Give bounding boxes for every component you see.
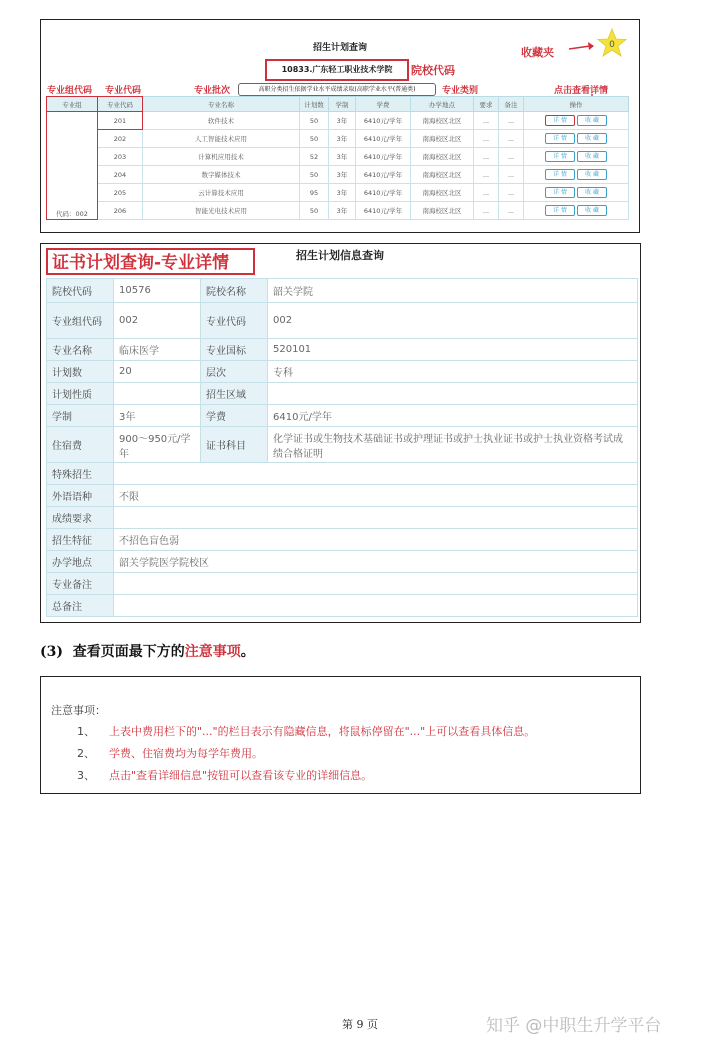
detail-row — [47, 383, 638, 405]
detail-label: 专业名称 — [47, 339, 114, 361]
detail-label: 特殊招生 — [47, 463, 114, 485]
detail-value: 002 — [268, 303, 638, 339]
site-cell: 南海校区北区 — [411, 112, 474, 130]
page-number: 第 9 页 — [342, 1018, 378, 1031]
note-text: 上表中费用栏下的"..."的栏目表示有隐藏信息，将鼠标停留在"..."上可以查看具体信息。 — [109, 725, 536, 738]
col-header: 学制 — [329, 97, 356, 112]
detail-label: 总备注 — [47, 595, 114, 617]
note-number: 3、 — [77, 769, 95, 782]
detail-value — [114, 595, 638, 617]
table-row — [47, 202, 629, 220]
detail-button[interactable]: 详 情 — [545, 205, 575, 216]
detail-value — [114, 573, 638, 595]
req-cell[interactable]: ... — [474, 202, 499, 220]
table-row — [47, 112, 629, 130]
col-header: 专业组 — [47, 97, 98, 112]
detail-value — [268, 383, 638, 405]
years-cell: 3年 — [329, 184, 356, 202]
detail-row — [47, 427, 638, 463]
favorites-count: 0 — [609, 40, 615, 50]
major-name-cell: 数字媒体技术 — [143, 166, 300, 184]
req-cell[interactable]: ... — [474, 148, 499, 166]
step-number: (3) — [40, 644, 63, 660]
note-number: 1、 — [77, 725, 95, 738]
detail-row — [47, 507, 638, 529]
fee-cell: 6410元/学年 — [356, 112, 411, 130]
plan-query-title: 招生计划查询 — [312, 43, 367, 53]
fee-cell: 6410元/学年 — [356, 130, 411, 148]
note-cell[interactable]: ... — [499, 184, 524, 202]
major-name-cell: 计算机应用技术 — [143, 148, 300, 166]
note-text: 学费、住宿费均为每学年费用。 — [109, 747, 263, 760]
detail-value — [114, 383, 201, 405]
table-row — [47, 184, 629, 202]
school-code-annotation: 院校代码 — [411, 64, 455, 77]
major-name-cell: 智能光电技术应用 — [143, 202, 300, 220]
detail-button[interactable]: 详 情 — [545, 187, 575, 198]
favorites-star-icon[interactable] — [597, 28, 627, 58]
action-cell — [524, 202, 629, 220]
note-cell[interactable]: ... — [499, 202, 524, 220]
req-cell[interactable]: ... — [474, 166, 499, 184]
detail-button[interactable]: 详 情 — [545, 151, 575, 162]
step-3-heading — [40, 641, 255, 661]
site-cell: 南海校区北区 — [411, 202, 474, 220]
detail-label: 专业组代码 — [47, 303, 114, 339]
detail-value: 520101 — [268, 339, 638, 361]
note-cell[interactable]: ... — [499, 130, 524, 148]
detail-value: 900～950元/学年 — [114, 427, 201, 463]
major-detail-screenshot — [40, 243, 641, 623]
col-header: 操作 — [524, 97, 629, 112]
detail-label: 住宿费 — [47, 427, 114, 463]
detail-label: 专业国标 — [201, 339, 268, 361]
plan-table-header — [47, 97, 629, 112]
favorite-button[interactable]: 收 藏 — [577, 133, 607, 144]
plan-cell: 50 — [300, 166, 329, 184]
major-code-cell: 203 — [98, 148, 143, 166]
detail-label: 层次 — [201, 361, 268, 383]
note-cell[interactable]: ... — [499, 148, 524, 166]
req-cell[interactable]: ... — [474, 130, 499, 148]
detail-label: 计划数 — [47, 361, 114, 383]
watermark: 知乎 @中职生升学平台 — [486, 1016, 662, 1036]
site-cell: 南海校区北区 — [411, 130, 474, 148]
col-header: 专业名称 — [143, 97, 300, 112]
detail-value: 20 — [114, 361, 201, 383]
action-cell — [524, 148, 629, 166]
detail-label: 专业备注 — [47, 573, 114, 595]
detail-button[interactable]: 详 情 — [545, 133, 575, 144]
years-cell: 3年 — [329, 166, 356, 184]
detail-label: 成绩要求 — [47, 507, 114, 529]
detail-value: 韶关学院医学院校区 — [114, 551, 638, 573]
col-header: 办学地点 — [411, 97, 474, 112]
major-code-cell: 201 — [98, 112, 143, 130]
fee-cell: 6410元/学年 — [356, 148, 411, 166]
detail-row — [47, 551, 638, 573]
action-cell — [524, 112, 629, 130]
detail-value: 不招色盲色弱 — [114, 529, 638, 551]
favorite-button[interactable]: 收 藏 — [577, 169, 607, 180]
favorite-button[interactable]: 收 藏 — [577, 205, 607, 216]
col-header: 计划数 — [300, 97, 329, 112]
detail-row — [47, 463, 638, 485]
table-row — [47, 166, 629, 184]
note-item — [77, 767, 372, 783]
plan-cell: 95 — [300, 184, 329, 202]
detail-title: 招生计划信息查询 — [296, 249, 384, 262]
step-text: 查看页面最下方的 — [72, 644, 185, 660]
col-header: 备注 — [499, 97, 524, 112]
major-code-annotation: 专业代码 — [105, 86, 142, 96]
detail-value: 专科 — [268, 361, 638, 383]
detail-label: 院校代码 — [47, 279, 114, 303]
fee-cell: 6410元/学年 — [356, 166, 411, 184]
arrow-right-icon — [568, 42, 594, 52]
detail-value: 10576 — [114, 279, 201, 303]
plan-query-screenshot — [40, 19, 640, 233]
site-cell: 南海校区北区 — [411, 166, 474, 184]
action-cell — [524, 130, 629, 148]
detail-label: 学制 — [47, 405, 114, 427]
note-item — [77, 745, 263, 761]
detail-row — [47, 529, 638, 551]
group-code-annotation: 专业组代码 — [47, 86, 93, 96]
click-detail-annotation: 点击查看详情 — [554, 86, 609, 96]
table-row — [47, 148, 629, 166]
plan-cell: 50 — [300, 112, 329, 130]
detail-label: 招生区域 — [201, 383, 268, 405]
notes-heading: 注意事项： — [51, 704, 106, 717]
detail-value: 6410元/学年 — [268, 405, 638, 427]
major-code-cell: 202 — [98, 130, 143, 148]
detail-label: 证书科目 — [201, 427, 268, 463]
col-header: 学费 — [356, 97, 411, 112]
favorite-button[interactable]: 收 藏 — [577, 151, 607, 162]
fee-cell: 6410元/学年 — [356, 202, 411, 220]
action-cell — [524, 184, 629, 202]
detail-value: 3年 — [114, 405, 201, 427]
detail-value: 002 — [114, 303, 201, 339]
col-header: 要求 — [474, 97, 499, 112]
detail-button[interactable]: 详 情 — [545, 169, 575, 180]
note-cell[interactable]: ... — [499, 112, 524, 130]
site-cell: 南海校区北区 — [411, 148, 474, 166]
major-code-cell: 205 — [98, 184, 143, 202]
detail-value: 韶关学院 — [268, 279, 638, 303]
site-cell: 南海校区北区 — [411, 184, 474, 202]
table-row — [47, 130, 629, 148]
detail-row — [47, 573, 638, 595]
detail-row — [47, 279, 638, 303]
detail-label: 办学地点 — [47, 551, 114, 573]
col-header: 专业代码 — [98, 97, 143, 112]
req-cell[interactable]: ... — [474, 112, 499, 130]
action-cell — [524, 166, 629, 184]
detail-value: 临床医学 — [114, 339, 201, 361]
detail-row — [47, 595, 638, 617]
note-text: 点击"查看详细信息"按钮可以查看该专业的详细信息。 — [109, 769, 373, 782]
step-highlight: 注意事项 — [184, 644, 241, 660]
plan-cell: 50 — [300, 202, 329, 220]
detail-table — [46, 278, 638, 617]
detail-value: 不限 — [114, 485, 638, 507]
plan-cell: 52 — [300, 148, 329, 166]
detail-button[interactable]: 详 情 — [545, 115, 575, 126]
batch-select[interactable]: 高职分类招生依据学业水平成绩录取(高职学业水平(普通类) — [238, 83, 436, 96]
detail-label: 学费 — [201, 405, 268, 427]
detail-row — [47, 339, 638, 361]
category-annotation: 专业类别 — [442, 86, 479, 96]
detail-heading: 证书计划查询-专业详情 — [46, 248, 255, 275]
years-cell: 3年 — [329, 130, 356, 148]
years-cell: 3年 — [329, 112, 356, 130]
detail-row — [47, 485, 638, 507]
detail-value — [114, 507, 638, 529]
major-code-cell: 204 — [98, 166, 143, 184]
group-code-cell: 代码：002 — [47, 112, 98, 220]
note-item — [77, 723, 535, 739]
major-name-cell: 云计算技术应用 — [143, 184, 300, 202]
fee-cell: 6410元/学年 — [356, 184, 411, 202]
batch-annotation: 专业批次 — [194, 86, 231, 96]
note-number: 2、 — [77, 747, 95, 760]
detail-label: 招生特征 — [47, 529, 114, 551]
favorite-button[interactable]: 收 藏 — [577, 115, 607, 126]
detail-label: 院校名称 — [201, 279, 268, 303]
favorite-button[interactable]: 收 藏 — [577, 187, 607, 198]
detail-row — [47, 361, 638, 383]
years-cell: 3年 — [329, 148, 356, 166]
detail-row — [47, 405, 638, 427]
favorites-annotation: 收藏夹 — [521, 46, 554, 59]
detail-value: 化学证书或生物技术基础证书或护理证书或护士执业证书或护士执业资格考试成绩合格证明 — [268, 427, 638, 463]
years-cell: 3年 — [329, 202, 356, 220]
plan-cell: 50 — [300, 130, 329, 148]
detail-row — [47, 303, 638, 339]
req-cell[interactable]: ... — [474, 184, 499, 202]
detail-label: 专业代码 — [201, 303, 268, 339]
detail-value — [114, 463, 638, 485]
major-code-cell: 206 — [98, 202, 143, 220]
plan-table — [46, 96, 629, 220]
major-name-cell: 人工智能技术应用 — [143, 130, 300, 148]
school-code-box: 10833.广东轻工职业技术学院 — [265, 59, 409, 81]
detail-label: 外语语种 — [47, 485, 114, 507]
notes-screenshot — [40, 676, 641, 794]
detail-label: 计划性质 — [47, 383, 114, 405]
note-cell[interactable]: ... — [499, 166, 524, 184]
major-name-cell: 软件技术 — [143, 112, 300, 130]
step-end: 。 — [240, 644, 255, 660]
